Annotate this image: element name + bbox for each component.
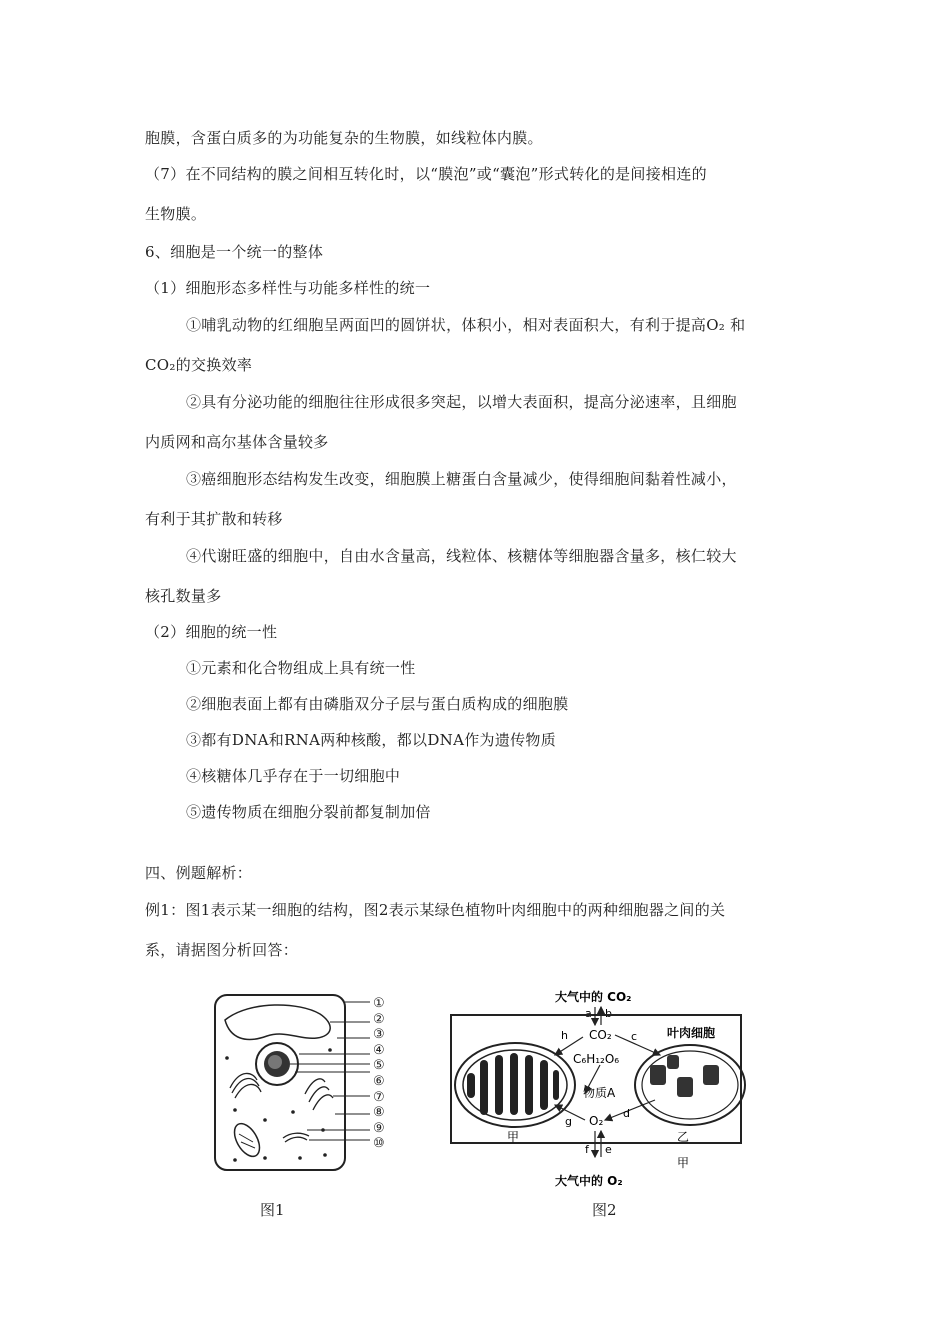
heading-6: 6、细胞是一个统一的整体 [145,243,324,261]
item-4-cont: 核孔数量多 [145,587,222,605]
arrow-h-label: h [561,1029,568,1042]
yi-label: 乙 [677,1130,690,1144]
figure-2-caption: 图2 [592,1201,617,1219]
figure-1-cell-diagram [205,990,395,1180]
unity-item-2: ②细胞表面上都有由磷脂双分子层与蛋白质构成的细胞膜 [186,695,569,713]
co2-label: CO₂ [589,1028,612,1042]
label-4: ④ [373,1042,385,1058]
glucose-label: C₆H₁₂O₆ [573,1052,620,1066]
arrow-e-label: e [605,1143,612,1156]
unity-item-1: ①元素和化合物组成上具有统一性 [186,659,416,677]
label-2: ② [373,1011,385,1027]
arrow-g-label: g [565,1115,572,1128]
unity-item-4: ④核糖体几乎存在于一切细胞中 [186,767,401,785]
heading-4: 四、例题解析： [145,864,253,882]
item-4: ④代谢旺盛的细胞中，自由水含量高，线粒体、核糖体等细胞器含量多，核仁较大 [186,547,737,565]
item-1: ①哺乳动物的红细胞呈两面凹的圆饼状，体积小，相对表面积大，有利于提高O₂ 和 [186,316,746,334]
label-8: ⑧ [373,1105,385,1121]
subheading-1: （1）细胞形态多样性与功能多样性的统一 [145,279,431,297]
item-2: ②具有分泌功能的细胞往往形成很多突起，以增大表面积，提高分泌速率，且细胞 [186,393,737,411]
mesophyll-cell-label: 叶肉细胞 [667,1026,716,1040]
item-2-cont: 内质网和高尔基体含量较多 [145,433,329,451]
label-6: ⑥ [373,1073,385,1089]
label-7: ⑦ [373,1089,385,1105]
para-7: （7）在不同结构的膜之间相互转化时，以“膜泡”或“囊泡”形式转化的是间接相连的 [145,165,707,183]
label-3: ③ [373,1027,385,1043]
figure-1-labels [373,996,385,1152]
substance-a-label: 物质A [583,1086,616,1100]
figure-2-organelle-diagram [445,985,755,1195]
para-membrane-end: 胞膜，含蛋白质多的为功能复杂的生物膜，如线粒体内膜。 [145,129,543,147]
arrow-d-label: d [623,1107,630,1120]
o2-label: O₂ [589,1114,604,1128]
item-1-cont: CO₂的交换效率 [145,356,253,374]
atmosphere-co2-label: 大气中的 CO₂ [555,990,632,1004]
subheading-2: （2）细胞的统一性 [145,623,278,641]
atmosphere-o2-label: 大气中的 O₂ [555,1174,623,1188]
unity-item-5: ⑤遗传物质在细胞分裂前都复制加倍 [186,803,431,821]
jia-label: 甲 [507,1130,520,1144]
example-1-cont: 系，请据图分析回答： [145,941,299,959]
para-7-cont: 生物膜。 [145,205,207,223]
label-10: ⑩ [373,1136,385,1152]
arrow-a-label: a [585,1007,592,1020]
arrow-c-label: c [631,1030,638,1043]
label-9: ⑨ [373,1120,385,1136]
jia-label-2: 甲 [677,1156,690,1170]
item-3: ③癌细胞形态结构发生改变，细胞膜上糖蛋白含量减少，使得细胞间黏着性减小， [186,470,737,488]
label-5: ⑤ [373,1058,385,1074]
arrow-f-label: f [585,1143,589,1156]
unity-item-3: ③都有DNA和RNA两种核酸，都以DNA作为遗传物质 [186,731,557,749]
figure-1-caption: 图1 [260,1201,285,1219]
label-1: ① [373,996,385,1011]
item-3-cont: 有利于其扩散和转移 [145,510,283,528]
arrow-b-label: b [605,1007,612,1020]
example-1: 例1：图1表示某一细胞的结构，图2表示某绿色植物叶肉细胞中的两种细胞器之间的关 [145,901,726,919]
